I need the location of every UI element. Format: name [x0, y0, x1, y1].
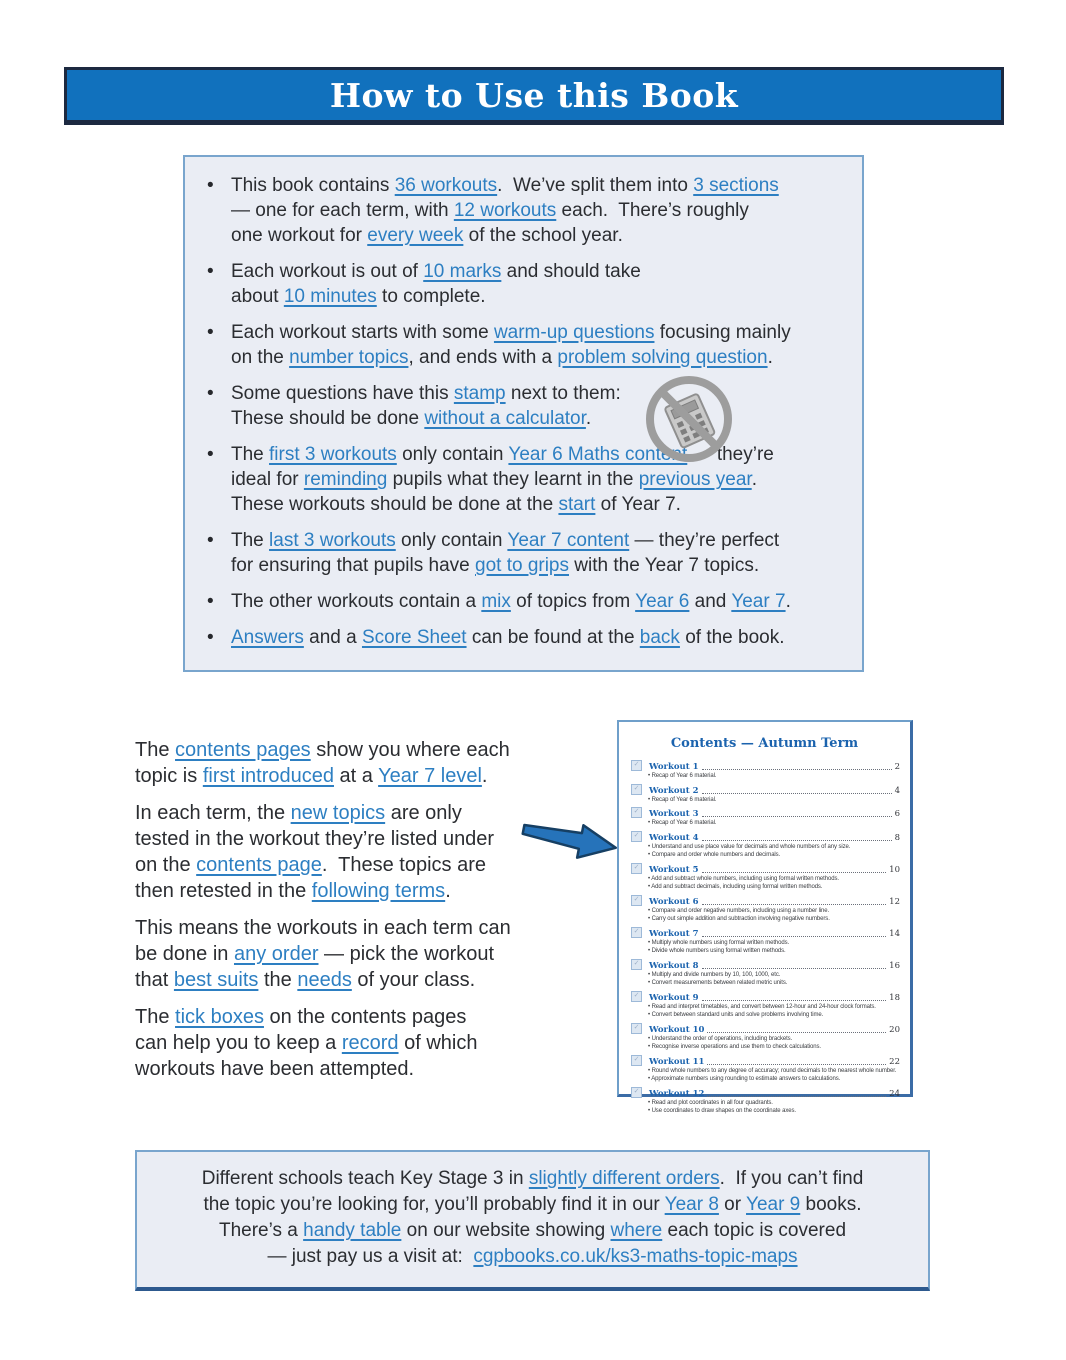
contents-entry: [629, 807, 900, 828]
topic-line: • Understand and use place value for decimals and whole numbers of any size.: [648, 843, 851, 850]
inline-link[interactable]: last 3 workouts: [269, 530, 396, 551]
dot-leader: [702, 968, 887, 969]
text-line: [135, 1030, 565, 1056]
topic-line: • Read and interpret timetables, and convert between 12-hour and 24-hour clock formats.: [648, 1003, 876, 1010]
contents-entry: [629, 1087, 900, 1116]
inline-link[interactable]: problem solving question: [557, 347, 768, 368]
text-segment: of the book.: [679, 627, 785, 648]
tick-checkbox[interactable]: ✓: [631, 863, 642, 874]
bullet-text: [231, 381, 621, 431]
dot-leader: [702, 1000, 887, 1001]
tick-checkbox[interactable]: ✓: [631, 1023, 642, 1034]
text-segment: This means the workouts in each term can: [135, 917, 511, 939]
page-number: 4: [894, 785, 900, 796]
text-line: [135, 1004, 565, 1030]
topic-line: • Multiply whole numbers using formal written methods.: [648, 939, 790, 946]
inline-link[interactable]: Answers: [231, 627, 304, 648]
text-line: [231, 259, 641, 284]
text-line: [231, 198, 779, 223]
text-line: [231, 173, 779, 198]
text-segment: are only: [385, 802, 462, 824]
text-segment: of Year 7.: [595, 494, 681, 515]
inline-link[interactable]: Year 9: [746, 1194, 801, 1215]
tick-checkbox[interactable]: ✓: [631, 784, 642, 795]
text-segment: to complete.: [376, 286, 486, 307]
text-segment: then retested in the: [135, 880, 312, 902]
topic-line: • Multiply and divide numbers by 10, 100, 1000, etc.: [648, 971, 781, 978]
text-segment: and a: [303, 627, 362, 648]
text-segment: on the contents pages: [263, 1006, 467, 1028]
text-segment: the: [258, 969, 298, 991]
text-segment: of the school year.: [463, 225, 623, 246]
bullet-icon: •: [207, 591, 214, 612]
intro-bullet: [207, 259, 846, 309]
text-segment: .: [751, 469, 757, 490]
topic-line: • Recap of Year 6 material.: [648, 773, 717, 779]
intro-bullet: [207, 625, 846, 650]
text-segment: on the: [135, 854, 197, 876]
topic-line: • Recognise inverse operations and use them to check calculations.: [648, 1044, 821, 1050]
page-number: 10: [889, 864, 900, 875]
text-segment: These workouts should be done at the: [231, 494, 559, 515]
text-segment: and should take: [501, 261, 641, 282]
inline-link[interactable]: got to grips: [475, 555, 569, 576]
topic-line: • Compare and order whole numbers and decimals.: [648, 852, 781, 858]
paragraph: [135, 1004, 565, 1082]
text-segment: Different schools teach Key Stage 3 in: [201, 1168, 529, 1189]
workout-label: Workout 7: [649, 928, 699, 939]
inline-link[interactable]: mix: [481, 591, 511, 612]
text-segment: Each workout starts with some: [231, 322, 494, 343]
inline-link[interactable]: 10 minutes: [283, 286, 377, 307]
text-line: [231, 223, 779, 248]
dot-leader: [702, 793, 892, 794]
topic-line: • Read and plot coordinates in all four quadrants.: [648, 1099, 773, 1106]
inline-link[interactable]: best suits: [173, 969, 259, 991]
tick-checkbox[interactable]: ✓: [631, 927, 642, 938]
text-segment: with the Year 7 topics.: [569, 555, 760, 576]
inline-link[interactable]: Year 7 level: [378, 765, 482, 787]
inline-link[interactable]: cgpbooks.co.uk/ks3-maths-topic-maps: [473, 1246, 798, 1267]
paragraph: [135, 737, 565, 789]
text-segment: and: [689, 591, 732, 612]
text-line: [135, 915, 565, 941]
text-segment: . If you can’t find: [719, 1168, 864, 1189]
intro-bullet-list: [207, 173, 846, 650]
text-line: [231, 528, 779, 553]
text-segment: ideal for: [231, 469, 304, 490]
workout-label: Workout 2: [649, 785, 699, 796]
page-title-banner: [64, 67, 1004, 125]
inline-link[interactable]: record: [341, 1032, 399, 1054]
text-line: [137, 1244, 928, 1270]
topic-line: • Recap of Year 6 material.: [648, 796, 717, 803]
contents-entry: [629, 1055, 900, 1084]
inline-link[interactable]: contents pages: [175, 739, 311, 761]
workout-label: Workout 6: [649, 896, 699, 907]
intro-bullet: [207, 320, 846, 370]
bullet-icon: •: [207, 627, 214, 648]
inline-link[interactable]: 36 workouts: [394, 175, 498, 196]
inline-link[interactable]: Year 6: [635, 591, 690, 612]
workout-label: Workout 9: [649, 992, 699, 1003]
dot-leader: [707, 1064, 886, 1065]
bullet-icon: •: [207, 530, 214, 551]
topic-line: • Add and subtract decimals, including using formal written methods.: [648, 884, 823, 890]
inline-link[interactable]: new topics: [290, 802, 386, 824]
contents-entry: [629, 784, 900, 805]
text-segment: each. There’s roughly: [556, 200, 749, 221]
contents-entry: [629, 831, 900, 860]
footer-note-box: [135, 1150, 930, 1291]
text-line: [135, 878, 565, 904]
inline-link[interactable]: Year 8: [664, 1194, 719, 1215]
topic-line: • Recap of Year 6 material.: [648, 820, 717, 826]
topic-line: • Carry out simple addition and subtraction involving negative numbers.: [648, 916, 830, 922]
contents-entry-row: [629, 760, 900, 772]
dot-leader: [707, 1096, 886, 1097]
text-segment: .: [585, 408, 592, 429]
inline-link[interactable]: 3 sections: [693, 175, 779, 196]
paragraph: [135, 915, 565, 993]
text-segment: . We’ve split them into: [497, 175, 694, 196]
intro-box: [183, 155, 864, 672]
inline-link[interactable]: every week: [367, 225, 464, 246]
text-segment: This book contains: [231, 175, 395, 196]
text-segment: — pick the workout: [318, 943, 495, 965]
text-segment: the topic you’re looking for, you’ll probably find it in our: [203, 1194, 665, 1215]
contents-explanation-text: [135, 737, 565, 1093]
text-line: [231, 589, 791, 614]
bullet-icon: •: [207, 444, 214, 465]
contents-entry: [629, 895, 900, 924]
tick-checkbox[interactable]: ✓: [631, 831, 642, 842]
contents-entry: [629, 1023, 900, 1052]
text-segment: In each term, the: [135, 802, 291, 824]
text-segment: The other workouts contain a: [231, 591, 482, 612]
text-line: [231, 406, 621, 431]
text-line: [231, 625, 785, 650]
text-segment: of your class.: [351, 969, 476, 991]
topic-line: • Divide whole numbers using formal written methods.: [648, 948, 786, 954]
inline-link[interactable]: Score Sheet: [361, 627, 467, 648]
dot-leader: [707, 1032, 886, 1033]
bullet-text: [231, 625, 785, 650]
topic-line: • Understand the order of operations, including brackets.: [648, 1035, 793, 1042]
inline-link[interactable]: Year 7: [731, 591, 786, 612]
text-segment: The: [231, 444, 270, 465]
text-segment: focusing mainly: [654, 322, 791, 343]
workout-label: Workout 11: [649, 1056, 705, 1067]
inline-link[interactable]: tick boxes: [175, 1006, 264, 1028]
text-segment: , and ends with a: [408, 347, 558, 368]
text-line: [137, 1166, 928, 1192]
dot-leader: [702, 840, 892, 841]
bullet-text: [231, 589, 791, 614]
page-number: 16: [889, 960, 900, 971]
inline-link[interactable]: Year 7 content: [507, 530, 630, 551]
page-number: 14: [889, 928, 900, 939]
bullet-icon: •: [207, 175, 214, 196]
inline-link[interactable]: following terms: [311, 880, 446, 902]
contents-entry-row: [629, 863, 900, 875]
inline-link[interactable]: handy table: [303, 1220, 402, 1241]
tick-checkbox[interactable]: ✓: [631, 991, 642, 1002]
text-segment: only contain: [395, 530, 508, 551]
dot-leader: [702, 936, 887, 937]
page-number: 24: [889, 1088, 900, 1099]
text-line: [231, 467, 774, 492]
dot-leader: [702, 872, 887, 873]
text-segment: Each workout is out of: [231, 261, 424, 282]
text-segment: show you where each: [310, 739, 510, 761]
bullet-text: [231, 259, 641, 309]
tick-checkbox[interactable]: ✓: [631, 807, 642, 818]
workout-label: Workout 12: [649, 1088, 705, 1099]
inline-link[interactable]: slightly different orders: [528, 1168, 720, 1189]
paragraph: [135, 800, 565, 904]
contents-entry-row: [629, 1055, 900, 1067]
text-segment: topic is: [135, 765, 203, 787]
text-segment: The: [135, 739, 176, 761]
text-line: [135, 1056, 565, 1082]
text-segment: can be found at the: [466, 627, 640, 648]
text-segment: — they’re perfect: [629, 530, 780, 551]
page-number: 2: [894, 762, 900, 772]
page-title: How to Use this Book: [329, 75, 739, 115]
contents-title: Contents — Autumn Term: [670, 736, 859, 751]
text-line: [137, 1218, 928, 1244]
text-segment: next to them:: [505, 383, 621, 404]
inline-link[interactable]: stamp: [453, 383, 506, 404]
inline-link[interactable]: first introduced: [202, 765, 334, 787]
contents-entry-row: [629, 927, 900, 939]
inline-link[interactable]: contents page: [196, 854, 322, 876]
contents-entry-row: [629, 1087, 900, 1099]
workout-label: Workout 10: [649, 1024, 705, 1035]
inline-link[interactable]: without a calculator: [424, 408, 586, 429]
intro-bullet: [207, 442, 846, 517]
contents-entry-row: [629, 991, 900, 1003]
inline-link[interactable]: start: [558, 494, 596, 515]
text-segment: — one for each term, with: [231, 200, 454, 221]
dot-leader: [702, 904, 887, 905]
text-segment: tested in the workout they’re listed under: [135, 828, 495, 850]
intro-bullet: [207, 528, 846, 578]
inline-link[interactable]: back: [639, 627, 680, 648]
inline-link[interactable]: previous year: [638, 469, 752, 490]
text-segment: at a: [333, 765, 379, 787]
text-segment: .: [767, 347, 773, 368]
tick-checkbox[interactable]: ✓: [631, 895, 642, 906]
contents-entry-row: [629, 784, 900, 796]
topic-line: • Convert between standard units and solve problems involving time.: [648, 1012, 824, 1018]
contents-entry: [629, 927, 900, 956]
text-segment: that: [135, 969, 174, 991]
tick-checkbox[interactable]: ✓: [631, 760, 642, 771]
contents-entry-row: [629, 959, 900, 971]
inline-link[interactable]: warm-up questions: [493, 322, 655, 343]
topic-line: • Use coordinates to draw shapes on the coordinate axes.: [648, 1108, 796, 1114]
text-segment: or: [718, 1194, 747, 1215]
inline-link[interactable]: needs: [297, 969, 352, 991]
contents-entry-row: [629, 1023, 900, 1035]
page-number: 22: [889, 1056, 900, 1067]
text-line: [231, 320, 791, 345]
bullet-icon: •: [207, 261, 214, 282]
contents-entry-row: [629, 895, 900, 907]
text-segment: be done in: [135, 943, 234, 965]
page-number: 20: [889, 1024, 900, 1035]
text-segment: on the: [231, 347, 290, 368]
text-segment: The: [135, 1006, 176, 1028]
bullet-text: [231, 528, 779, 578]
text-segment: — just pay us a visit at:: [267, 1246, 474, 1267]
text-line: [135, 852, 565, 878]
text-segment: can help you to keep a: [135, 1032, 342, 1054]
text-segment: books.: [800, 1194, 862, 1215]
text-segment: There’s a: [218, 1220, 304, 1241]
topic-line: • Approximate numbers using rounding to estimate answers to calculations.: [648, 1076, 841, 1082]
text-segment: about: [231, 286, 284, 307]
intro-bullet: [207, 381, 846, 431]
text-segment: each topic is covered: [662, 1220, 847, 1241]
text-segment: Some questions have this: [231, 383, 454, 404]
text-line: [231, 381, 621, 406]
workout-label: Workout 1: [649, 762, 699, 772]
contents-entry: [629, 959, 900, 988]
text-line: [231, 345, 791, 370]
text-segment: for ensuring that pupils have: [231, 555, 475, 576]
no-calculator-stamp-icon: [643, 373, 735, 465]
contents-thumbnail: [617, 720, 913, 1114]
text-segment: only contain: [396, 444, 509, 465]
text-segment: .: [481, 765, 488, 787]
contents-entry-row: [629, 807, 900, 819]
contents-entry-list: [629, 760, 900, 1116]
text-segment: of which: [398, 1032, 478, 1054]
bullet-icon: •: [207, 383, 214, 404]
text-line: [231, 284, 641, 309]
page-number: 18: [889, 992, 900, 1003]
text-line: [135, 967, 565, 993]
bullet-icon: •: [207, 322, 214, 343]
inline-link[interactable]: reminding: [303, 469, 388, 490]
inline-link[interactable]: 10 marks: [423, 261, 502, 282]
inline-link[interactable]: where: [610, 1220, 663, 1241]
workout-label: Workout 4: [649, 832, 699, 843]
page-number: 12: [889, 896, 900, 907]
topic-line: • Compare and order negative numbers, including using a number line.: [648, 907, 830, 914]
text-segment: These should be done: [231, 408, 425, 429]
topic-line: • Round whole numbers to any degree of accuracy; round decimals to the nearest whole number.: [648, 1067, 897, 1074]
page-number: 8: [894, 832, 900, 843]
text-segment: of topics from: [510, 591, 636, 612]
topic-line: • Convert measurements between related metric units.: [648, 980, 788, 986]
text-line: [137, 1192, 928, 1218]
text-line: [135, 763, 565, 789]
workout-label: Workout 3: [649, 809, 699, 819]
text-line: [231, 492, 774, 517]
text-segment: .: [445, 880, 451, 902]
text-segment: one workout for: [231, 225, 368, 246]
bullet-text: [231, 173, 779, 248]
text-line: [231, 553, 779, 578]
text-line: [135, 800, 565, 826]
contents-entry: [629, 760, 900, 781]
workout-label: Workout 8: [649, 960, 699, 971]
text-segment: The: [231, 530, 270, 551]
intro-bullet: [207, 589, 846, 614]
dot-leader: [702, 816, 892, 817]
text-segment: pupils what they learnt in the: [387, 469, 639, 490]
text-segment: on our website showing: [401, 1220, 611, 1241]
text-line: [135, 941, 565, 967]
text-segment: — they’re: [687, 444, 774, 465]
bullet-text: [231, 320, 791, 370]
text-segment: . These topics are: [321, 854, 486, 876]
page-number: 6: [894, 809, 900, 819]
tick-checkbox[interactable]: ✓: [631, 1055, 642, 1066]
inline-link[interactable]: any order: [233, 943, 319, 965]
blue-pointer-arrow-icon: [518, 820, 622, 870]
text-segment: workouts have been attempted.: [135, 1058, 415, 1080]
inline-link[interactable]: Year 6 Maths content: [508, 444, 688, 465]
workout-label: Workout 5: [649, 864, 699, 875]
text-line: [135, 826, 565, 852]
text-line: [135, 737, 565, 763]
tick-checkbox[interactable]: ✓: [631, 959, 642, 970]
contents-entry-row: [629, 831, 900, 843]
inline-link[interactable]: 12 workouts: [453, 200, 557, 221]
dot-leader: [702, 769, 892, 770]
tick-checkbox[interactable]: ✓: [631, 1087, 642, 1098]
inline-link[interactable]: first 3 workouts: [269, 444, 397, 465]
inline-link[interactable]: number topics: [289, 347, 409, 368]
topic-line: • Add and subtract whole numbers, including using formal written methods.: [648, 875, 839, 882]
contents-entry: [629, 991, 900, 1020]
intro-bullet: [207, 173, 846, 248]
contents-entry: [629, 863, 900, 892]
text-segment: .: [785, 591, 791, 612]
